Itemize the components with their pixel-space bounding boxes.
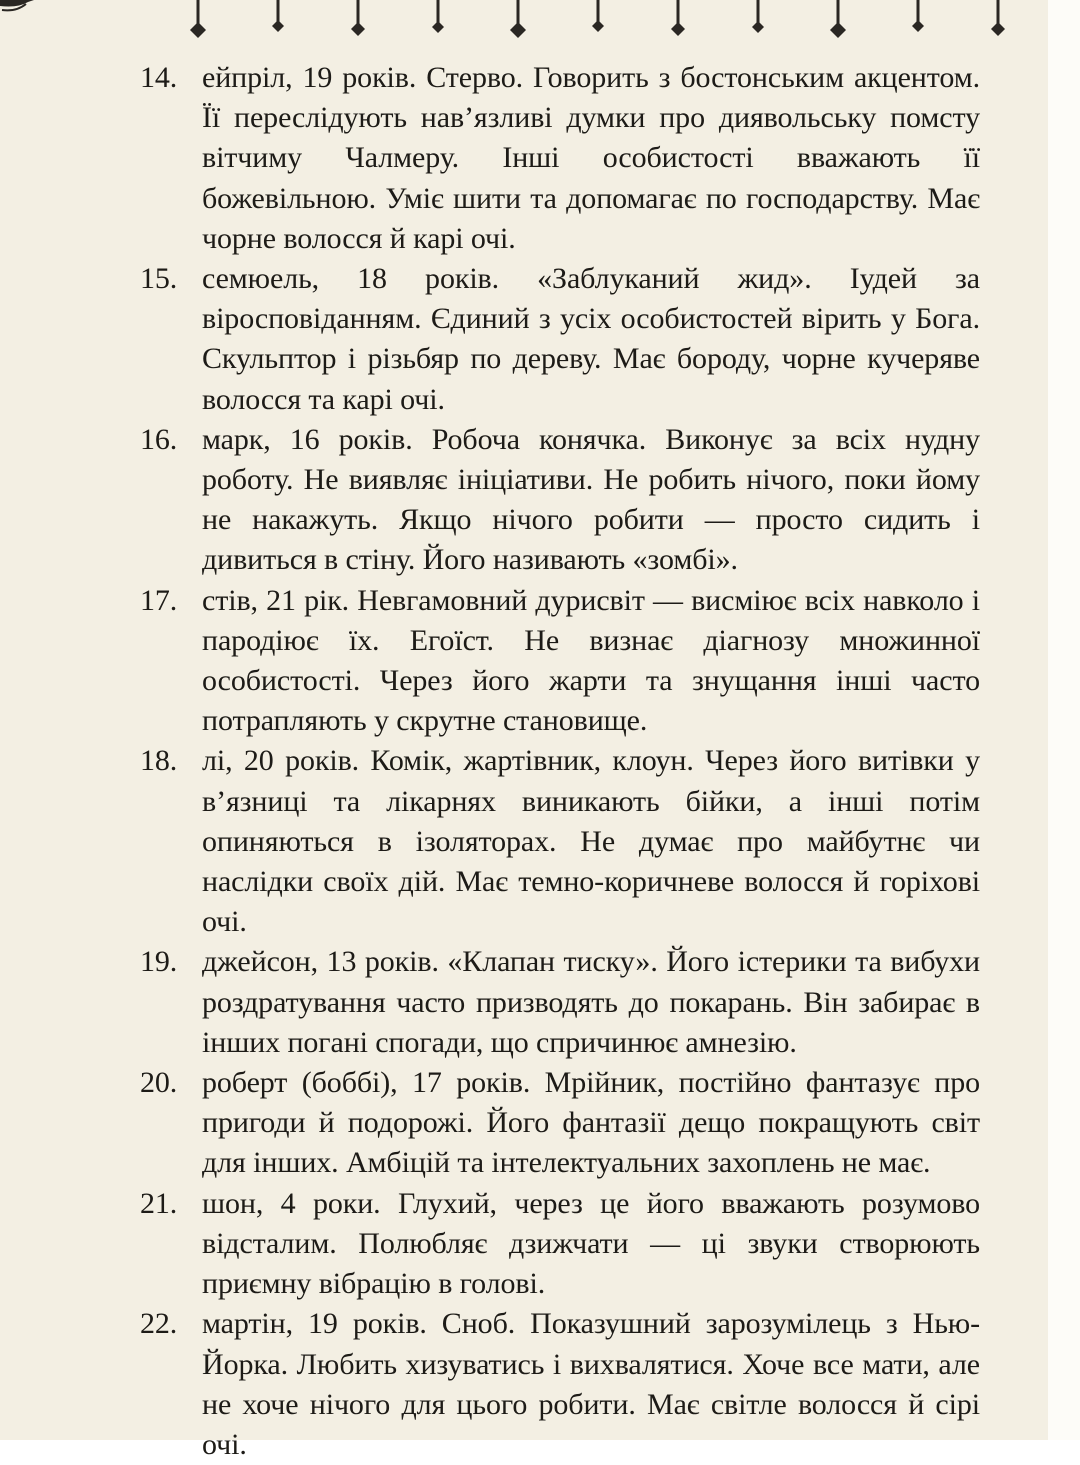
personality-list xyxy=(140,58,980,1465)
list-item-text: роберт (боббі), 17 років. Мрійник, постійно фантазує про пригоди й подорожі. Його фантазії дещо покращують світ для інших. Амбіцій та інтелектуальних захоплень не має. xyxy=(202,1066,980,1180)
list-item-number: 19. xyxy=(140,945,178,979)
list-item-number: 22. xyxy=(140,1307,178,1341)
page-edge-margin xyxy=(1048,0,1080,1440)
list-item xyxy=(140,420,980,581)
list-item-text: мартін, 19 років. Сноб. Показушний зарозумілець з Нью-Йорка. Любить хизуватись і вихвалятися. Хоче все мати, але не хоче нічого для цього робити. Має світле волосся й сірі очі. xyxy=(202,1307,980,1461)
list-item-text: джейсон, 13 років. «Клапан тиску». Його істерики та вибухи роздратування часто призводять до покарань. Він забирає в інших погані спогади, що спричинює амнезію. xyxy=(202,945,980,1059)
list-item xyxy=(140,581,980,742)
list-item xyxy=(140,1304,980,1465)
list-item-text: ейпріл, 19 років. Стерво. Говорить з бостонським акцентом. Її переслідують нав’язливі думки про диявольську помсту вітчиму Чалмеру. Інші особистості вважають її божевільною. Уміє шити та допомагає по господарству. Має чорне волосся й карі очі. xyxy=(202,61,980,255)
decorative-border-ornament xyxy=(0,0,1048,44)
list-item xyxy=(140,942,980,1063)
list-item-number: 20. xyxy=(140,1066,178,1100)
list-item-number: 17. xyxy=(140,583,178,617)
list-item-number: 15. xyxy=(140,262,178,296)
list-item-text: лі, 20 років. Комік, жартівник, клоун. Через його витівки у в’язниці та лікарнях виникають бійки, а інші потім опиняються в ізоляторах. Не думає про майбутнє чи наслідки своїх дій. Має темно-коричневе волосся й горіхові очі. xyxy=(202,744,980,939)
list-item xyxy=(140,1184,980,1305)
list-item-text: стів, 21 рік. Невгамовний дурисвіт — висміює всіх навколо і пародіює їх. Егоїст. Не визнає діагнозу множинної особистості. Через його жарти та знущання інші часто потрапляють у скрутне становище. xyxy=(202,583,980,738)
list-item xyxy=(140,741,980,942)
list-item-number: 18. xyxy=(140,744,178,778)
list-item-number: 14. xyxy=(140,61,178,94)
list-item xyxy=(140,259,980,420)
list-item-number: 21. xyxy=(140,1186,178,1220)
list-item xyxy=(140,1063,980,1184)
list-item-number: 16. xyxy=(140,422,178,456)
list-item-text: марк, 16 років. Робоча конячка. Виконує за всіх нудну роботу. Не виявляє ініціативи. Не робить нічого, поки йому не накажуть. Якщо нічого робити — просто сидить і дивиться в стіну. Його називають «зомбі». xyxy=(202,422,980,577)
list-item xyxy=(140,58,980,259)
list-item-text: семюель, 18 років. «Заблуканий жид». Іудей за віросповіданням. Єдиний з усіх особистостей вірить у Бога. Скульптор і різьбяр по дереву. Має бороду, чорне кучеряве волосся та карі очі. xyxy=(202,262,980,416)
list-item-text: шон, 4 роки. Глухий, через це його вважають розумово відсталим. Полюбляє дзижчати — ці звуки створюють приємну вібрацію в голові. xyxy=(202,1186,980,1301)
